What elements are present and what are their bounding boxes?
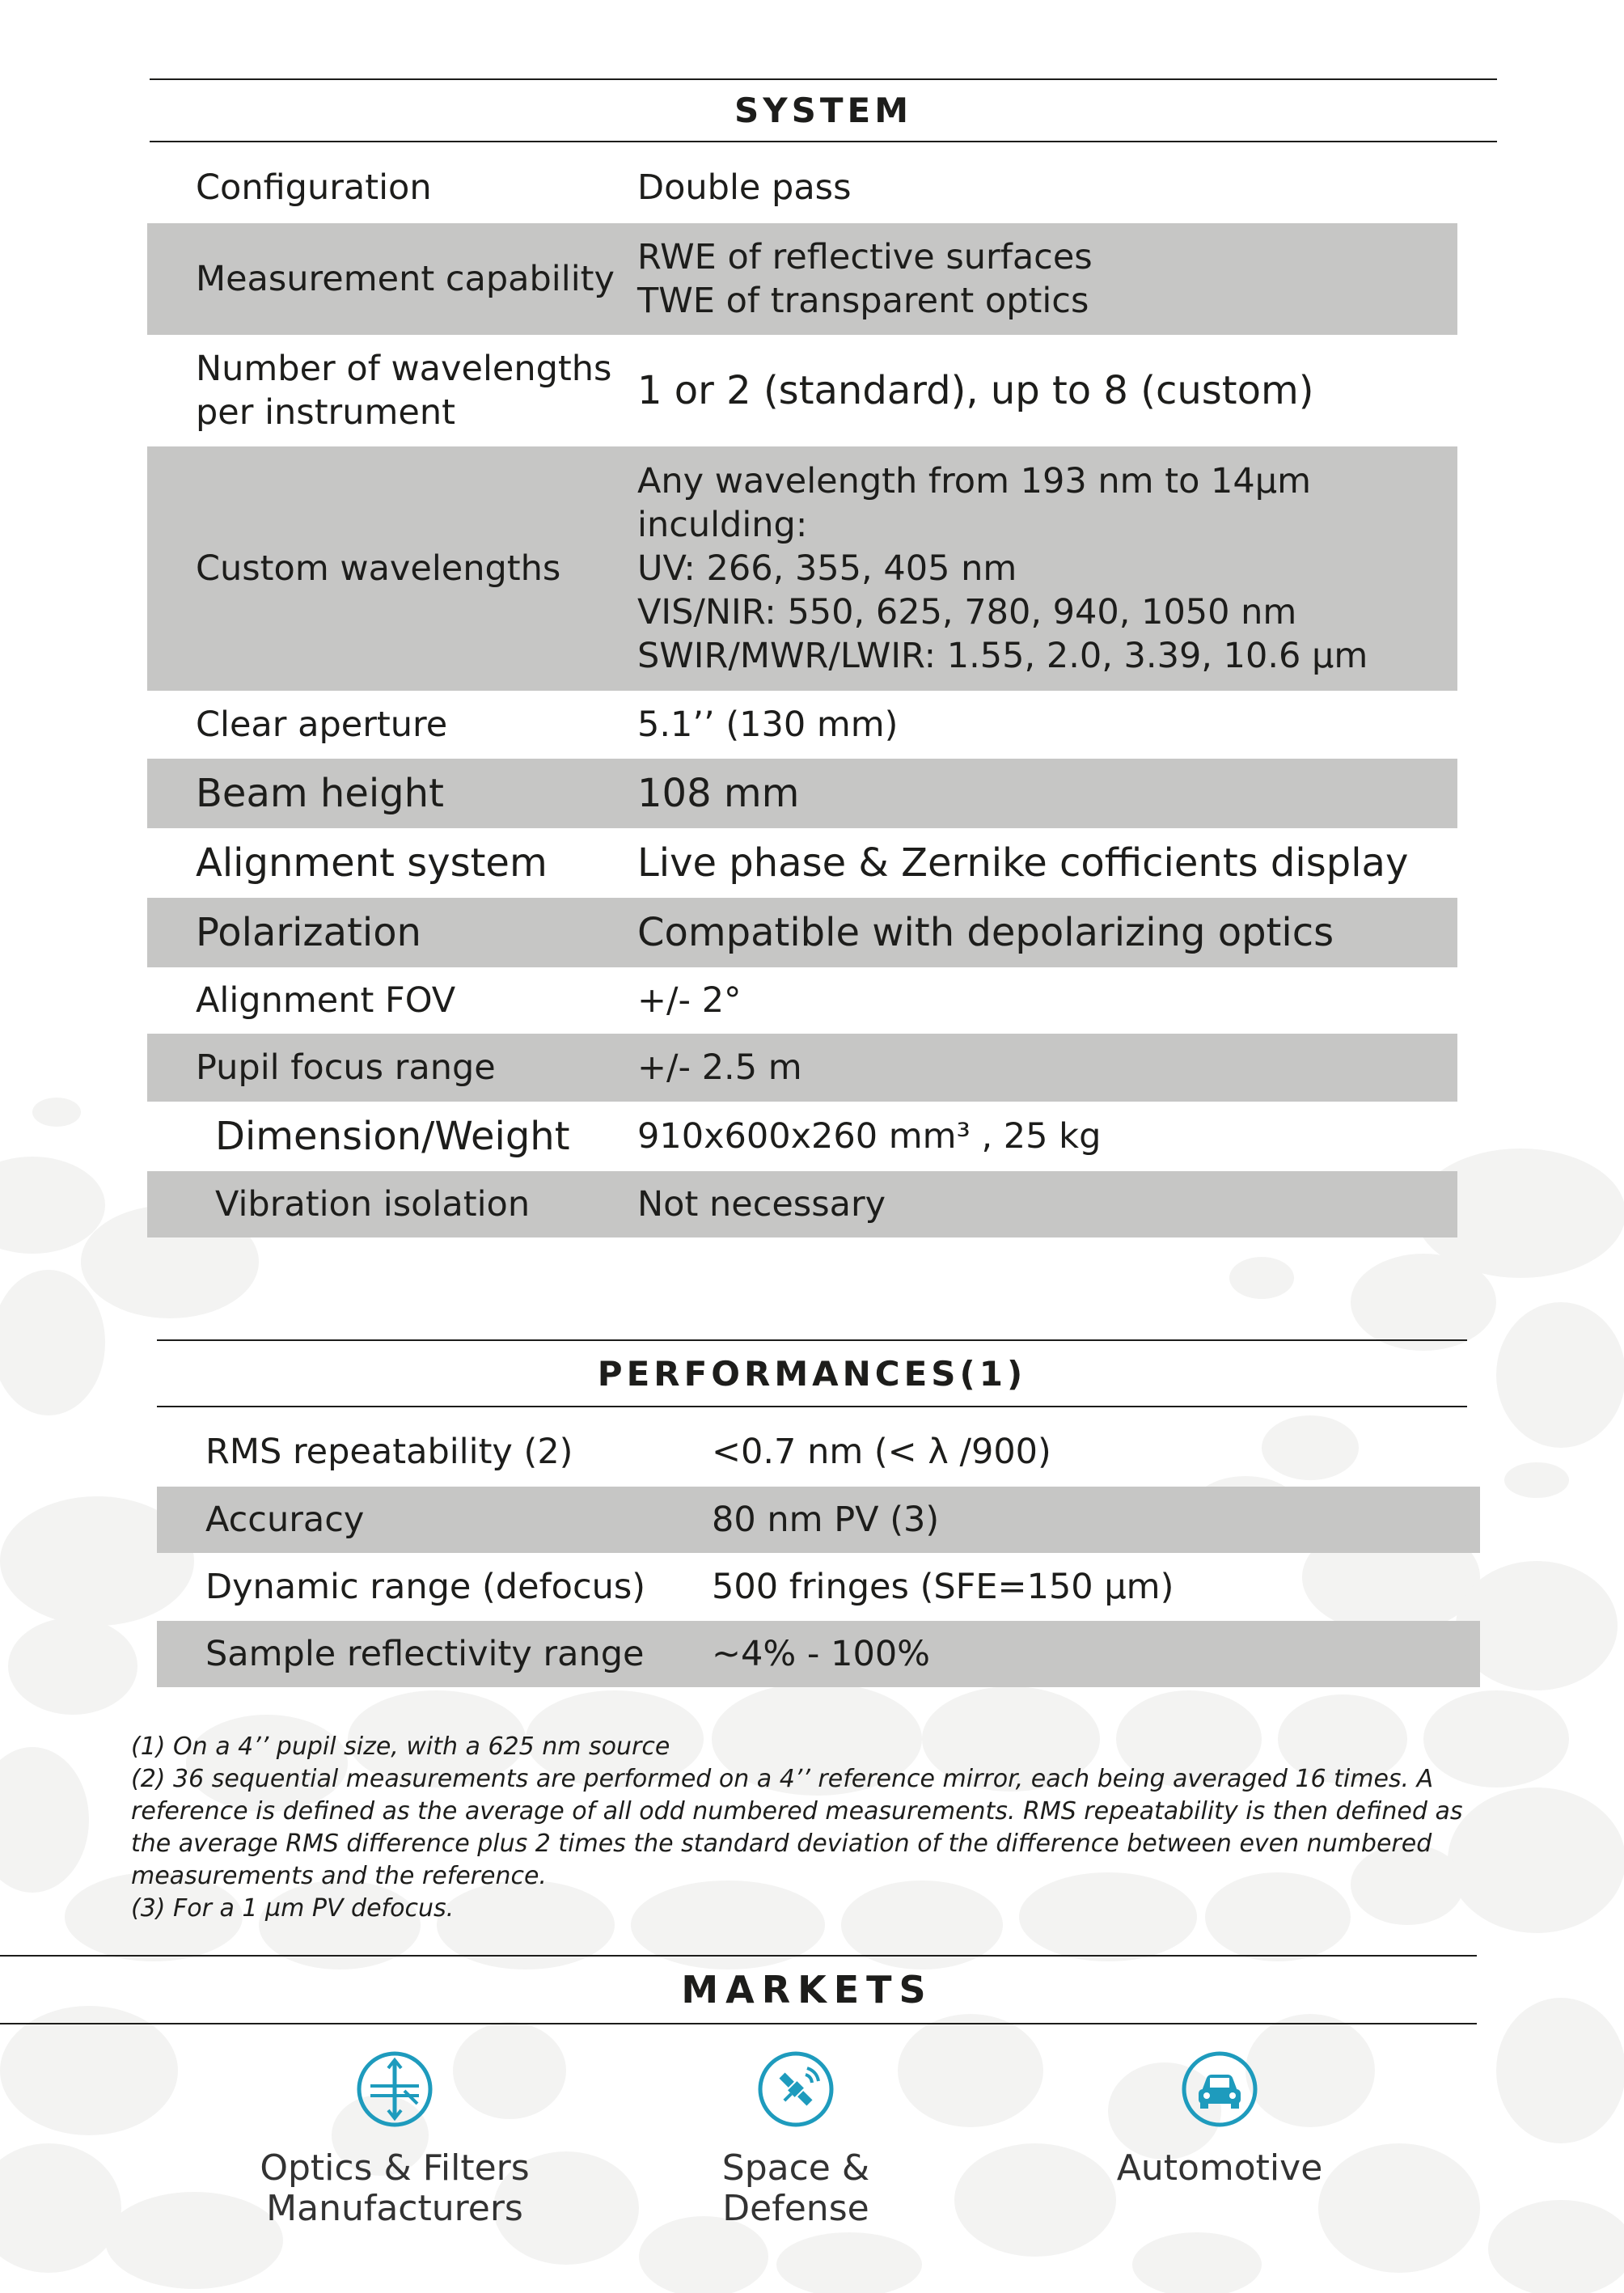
table-row: [147, 1171, 1457, 1237]
system-title: SYSTEM: [734, 91, 913, 130]
row-value: Compatible with depolarizing optics: [637, 910, 1334, 955]
table-row: [147, 223, 1457, 335]
row-value: ~4% - 100%: [712, 1634, 931, 1674]
market-label: Optics & Filters: [260, 2147, 530, 2189]
row-value: 108 mm: [637, 771, 800, 816]
row-value: Not necessary: [637, 1184, 886, 1225]
row-value: +/- 2.5 m: [637, 1047, 802, 1088]
market-space: [634, 2050, 958, 2229]
row-label: Configuration: [196, 167, 432, 208]
system-table: [147, 152, 1457, 1237]
row-label: Sample reflectivity range: [205, 1634, 645, 1674]
table-row: [157, 1487, 1480, 1553]
market-automotive: [1058, 2050, 1381, 2189]
table-row: [147, 759, 1457, 828]
row-value: 5.1’’ (130 mm): [637, 704, 899, 745]
market-optics: [233, 2050, 556, 2229]
row-value: Any wavelength from 193 nm to 14µm: [637, 461, 1312, 501]
footnote-1: (1) On a 4’’ pupil size, with a 625 nm source: [131, 1732, 670, 1761]
row-value: SWIR/MWR/LWIR: 1.55, 2.0, 3.39, 10.6 µm: [637, 636, 1368, 676]
row-value: 1 or 2 (standard), up to 8 (custom): [637, 368, 1314, 413]
optics-icon: [233, 2050, 556, 2137]
market-label: Manufacturers: [266, 2188, 523, 2229]
system-header: [150, 78, 1497, 142]
markets-header: [0, 1955, 1477, 2024]
row-value: 500 fringes (SFE=150 µm): [712, 1567, 1174, 1607]
table-row: [147, 898, 1457, 967]
row-label: Clear aperture: [196, 704, 448, 745]
table-row: [157, 1553, 1480, 1621]
footnote-3: (3) For a 1 µm PV defocus.: [131, 1894, 455, 1923]
table-row: [147, 1034, 1457, 1102]
table-row: [147, 446, 1457, 691]
table-row: [157, 1621, 1480, 1687]
row-label: Beam height: [196, 771, 444, 816]
row-label: Number of wavelengths: [196, 349, 612, 389]
market-label: Space &: [721, 2147, 870, 2189]
row-label: Custom wavelengths: [196, 548, 561, 589]
market-label: Automotive: [1116, 2147, 1323, 2189]
row-label: Dynamic range (defocus): [205, 1567, 646, 1607]
satellite-icon: [634, 2050, 958, 2137]
performances-table: [157, 1417, 1480, 1687]
row-label: RMS repeatability (2): [205, 1432, 573, 1472]
row-label: Alignment FOV: [196, 980, 456, 1021]
table-row: [147, 967, 1457, 1034]
row-label: Polarization: [196, 910, 421, 955]
row-value: UV: 266, 355, 405 nm: [637, 548, 1017, 589]
row-label: Measurement capability: [196, 259, 615, 299]
performances-title: PERFORMANCES(1): [597, 1353, 1027, 1394]
footnote-2: (2) 36 sequential measurements are performed on a 4’’ reference mirror, each being averaged 16 times. A reference is defined as the average of all odd numbered measurements. RMS repeatability is then defined as the average RMS difference plus 2 times the standard deviation of the difference between even numbered measurements and the reference.: [131, 1765, 1463, 1890]
performances-header: [157, 1339, 1467, 1407]
row-value: VIS/NIR: 550, 625, 780, 940, 1050 nm: [637, 592, 1297, 632]
row-value: RWE of reflective surfaces: [637, 237, 1093, 277]
row-value: Double pass: [637, 167, 852, 208]
row-label: Pupil focus range: [196, 1047, 496, 1088]
row-label: Vibration isolation: [215, 1184, 531, 1225]
row-label: Dimension/Weight: [215, 1114, 570, 1159]
row-value: 910x600x260 mm³ , 25 kg: [637, 1116, 1102, 1157]
row-value: 80 nm PV (3): [712, 1500, 940, 1540]
footnotes: [131, 1731, 1506, 1925]
row-value: +/- 2°: [637, 980, 742, 1021]
row-label: Accuracy: [205, 1500, 365, 1540]
table-row: [147, 152, 1457, 223]
table-row: [147, 828, 1457, 898]
table-row: [147, 1102, 1457, 1171]
table-row: [147, 691, 1457, 759]
row-label: per instrument: [196, 392, 455, 433]
market-label: Defense: [722, 2188, 869, 2229]
row-value: Live phase & Zernike cofficients display: [637, 840, 1409, 886]
table-row: [147, 335, 1457, 446]
row-value: TWE of transparent optics: [637, 281, 1089, 321]
row-value: <0.7 nm (< λ /900): [712, 1432, 1051, 1472]
markets-title: MARKETS: [681, 1968, 933, 2012]
row-value: inculding:: [637, 505, 808, 545]
row-label: Alignment system: [196, 840, 548, 886]
car-icon: [1058, 2050, 1381, 2137]
table-row: [157, 1417, 1480, 1487]
